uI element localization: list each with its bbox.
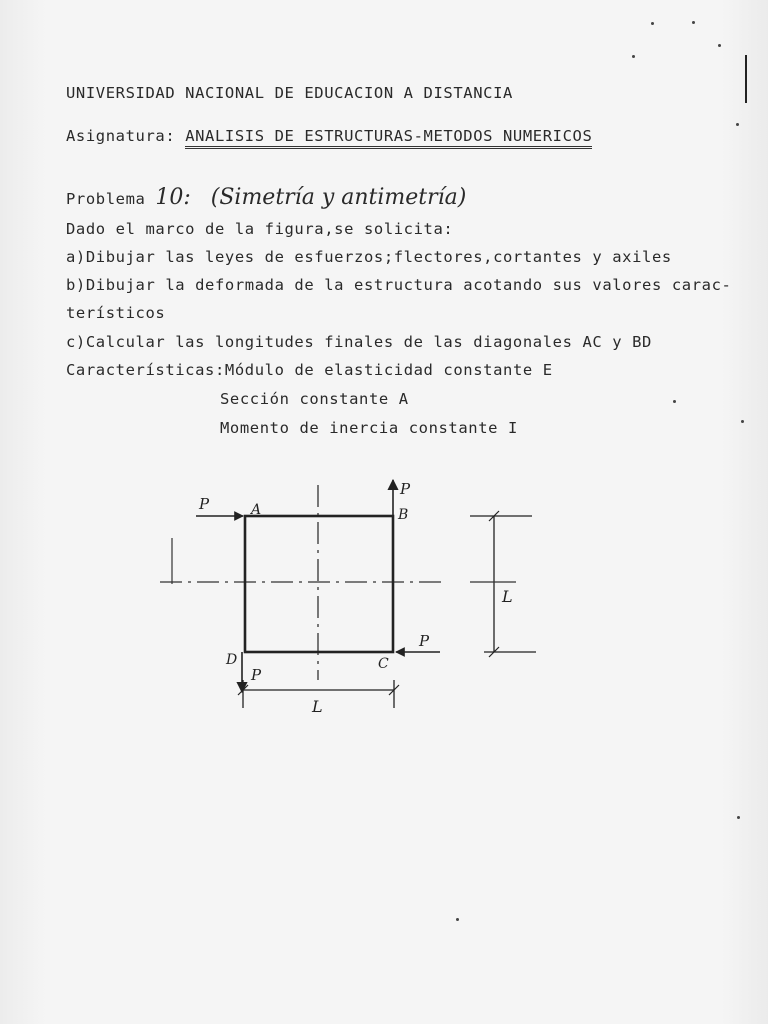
- scan-speck: [456, 918, 459, 921]
- scan-speck: [736, 123, 739, 126]
- node-a-label: A: [251, 502, 262, 518]
- item-b-line1: b)Dibujar la deformada de la estructura acotando sus valores carac-: [66, 276, 732, 294]
- scan-speck: [632, 55, 635, 58]
- problem-intro: Dado el marco de la figura,se solicita:: [66, 220, 454, 238]
- scan-speck: [651, 22, 654, 25]
- load-label-c: P: [419, 632, 430, 650]
- characteristic-elasticity: Módulo de elasticidad constante E: [224, 361, 553, 379]
- problem-number: 10:: [155, 185, 191, 210]
- characteristic-section: Sección constante A: [220, 390, 409, 408]
- problem-topic: (Simetría y antimetría): [210, 185, 467, 210]
- scan-speck: [673, 400, 676, 403]
- node-c-label: C: [378, 656, 389, 672]
- item-c: c)Calcular las longitudes finales de las diagonales AC y BD: [66, 333, 652, 351]
- university-heading: UNIVERSIDAD NACIONAL DE EDUCACION A DISTANCIA: [66, 84, 513, 102]
- subject-label: Asignatura:: [66, 127, 176, 145]
- subject-title: ANALISIS DE ESTRUCTURAS-METODOS NUMERICOS: [185, 127, 592, 149]
- node-d-label: D: [226, 652, 238, 668]
- square-frame: [245, 516, 393, 652]
- characteristic-inertia: Momento de inercia constante I: [220, 419, 518, 437]
- dim-label-vertical: L: [502, 587, 513, 606]
- item-b-line2: terísticos: [66, 304, 166, 322]
- load-label-a: P: [199, 495, 210, 513]
- load-label-d: P: [251, 666, 262, 684]
- problem-label: Problema: [66, 190, 146, 208]
- dim-label-horizontal: L: [312, 697, 323, 716]
- scan-speck: [737, 816, 740, 819]
- node-b-label: B: [398, 507, 409, 523]
- characteristics-label: Características:: [66, 361, 225, 379]
- item-a: a)Dibujar las leyes de esfuerzos;flectores,cortantes y axiles: [66, 248, 672, 266]
- scan-speck: [718, 44, 721, 47]
- scan-speck: [692, 21, 695, 24]
- load-label-b: P: [400, 480, 411, 498]
- scan-speck: [741, 420, 744, 423]
